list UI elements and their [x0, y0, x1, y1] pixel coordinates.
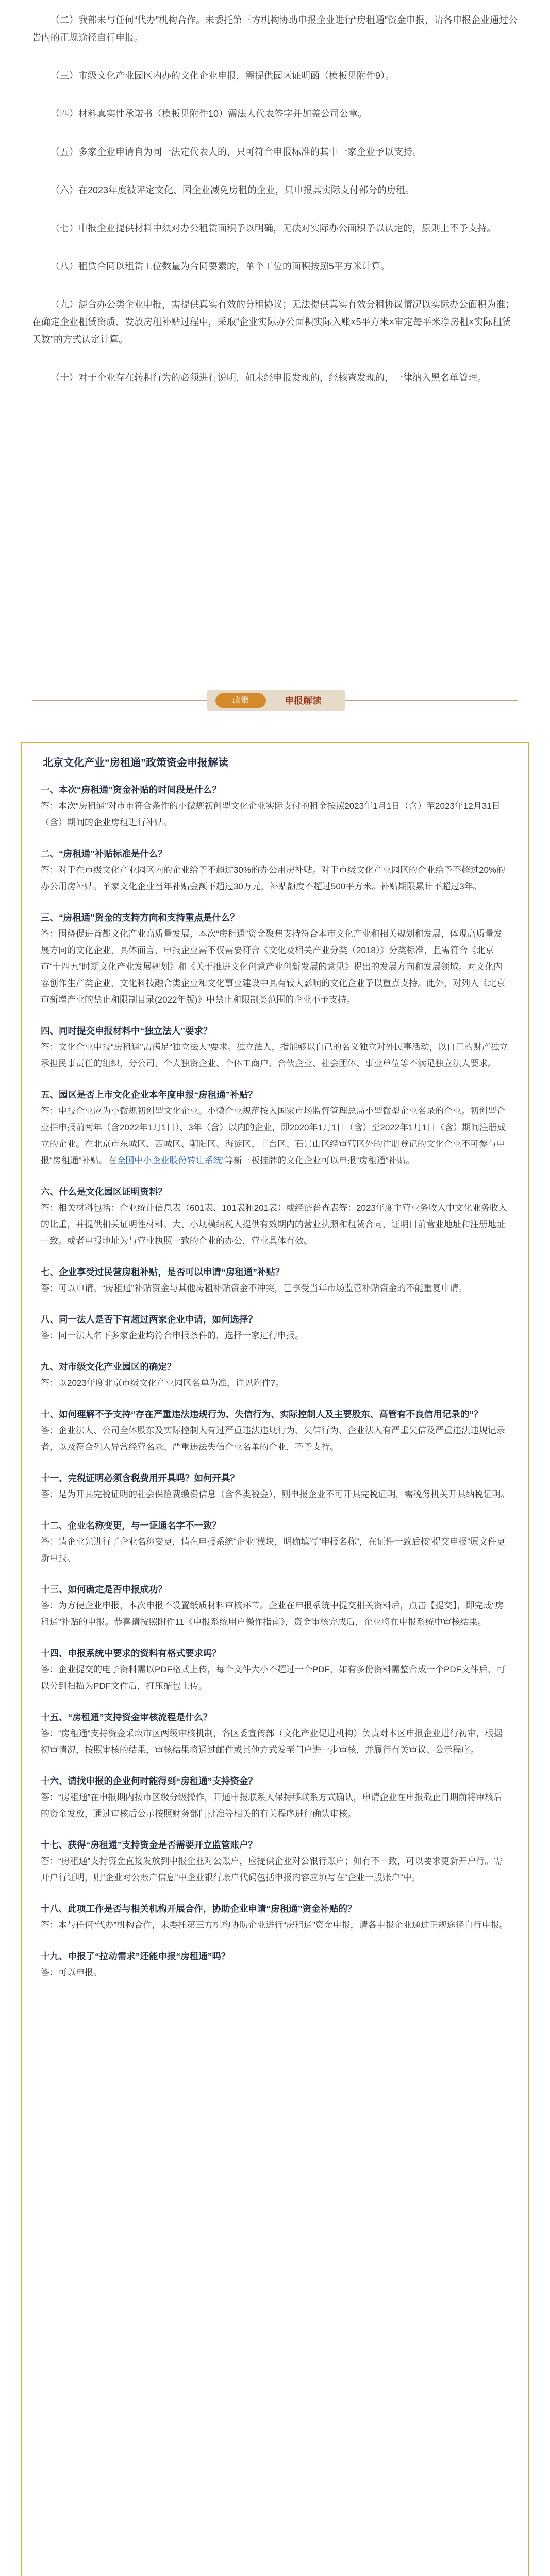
faq-answer: 答：对于在市级文化产业园区内的企业给予不超过30%的办公用房补贴。对于市级文化产业园区的企业给予不超过20%的办公用房补贴。单家文化企业当年补贴金额不超过30万元，补贴额度不超过500平方米。补贴期限累计不超过3年。: [41, 865, 506, 891]
faq-item: [41, 1264, 511, 1297]
faq-answer: 答：可以申报。: [41, 1968, 102, 1977]
faq-item: [41, 1709, 511, 1758]
faq-answer: 答：本与任何“代办”机构合作，未委托第三方机构协助企业进行“房租通”资金申报，请各申报企业通过正规途径自行申报。: [41, 1920, 508, 1930]
notice-item: （八）租赁合同以租赁工位数量为合同要素的，单个工位的面积按照5平方米计算。: [51, 261, 390, 272]
faq-answer: 答：围绕促进首都文化产业高质量发展，本次“房租通”资金聚焦支持符合本市文化产业和相关规划和发展，体现高质量发展方向的文化企业，具体而言，申报企业需不仅需要符合《文化及相关产业分类（2018）》分类标准，且需符合《北京市“十四五”时期文化产业发展规划》和《关于推进文化创意产业创新发展的意见》提出的发展方向和发展领域。对文化内容创作生产类企业、文化科技融合类企业和文化事业建设中具有较大影响的文化企业予以重点支持。此外，对列入《北京市新增产业的禁止和限制目录(2022年版)》中禁止和限制类范围的企业不予支持。: [41, 929, 505, 1005]
faq-answer: 答：为方便企业申报，本次申报不设置纸质材料审核环节。企业在申报系统中提交相关资料后，点击【提交】，即完成“房租通”补贴的申报。恭喜请按照附件11《申报系统用户操作指南》，资金审核完成后，企业将在申报系统中审核结果。: [41, 1601, 504, 1627]
faq-question: 十六、请找申报的企业何时能得到“房租通”支持资金？: [41, 1776, 257, 1786]
faq-question: 二、“房租通”补贴标准是什么？: [41, 849, 167, 859]
faq-question: 十七、获得“房租通”支持资金是否需要开立监管账户？: [41, 1840, 257, 1850]
faq-question: 三、“房租通”资金的支持方向和支持重点是什么？: [41, 912, 239, 923]
faq-item: [41, 782, 511, 831]
notice-item: （二）我部未与任何“代办”机构合作。未委托第三方机构协助申报企业进行“房租通”资金申报，请各申报企业通过公告内的正规途径自行申报。: [32, 15, 518, 43]
notice-items: [0, 0, 550, 407]
faq-answer: 答：“房租通”支持资金直接发放到申报企业对公账户，应提供企业对公银行账户；如有不一致，可以要求更新开户行。需开户行证明，则“企业对公账户信息”中企业银行账户代码包括申报内容应填写在“企业一般账户”中。: [41, 1856, 503, 1883]
faq-question: 七、企业享受过民营房租补贴，是否可以申请“房租通”补贴？: [41, 1267, 285, 1277]
faq-answer: 答：请企业先进行了企业名称变更，请在申报系统“企业”模块，明确填写“申报名称”，在证件一致后按“提交申报”原文件更新申报。: [41, 1537, 505, 1563]
faq-question: 十三、如何确定是否申报成功？: [41, 1584, 167, 1595]
faq-answer: 答：申报企业应为小微规初创型文化企业。小微企业规范按入国家市场监督管理总局小型微型企业名录的企业。初创型企业指申报前两年（含2022年1月1日）、3年（含）以内的企业，即2020年1月1日（含）至2022年1月1日（含）期间注册成立的企业。在北京市东城区、西城区、朝阳区、海淀区、丰台区、石景山区经审营区外的注册登记的文化企业不可参与申报“房租通”补贴。在全国中小企业股份转让系统”等新三板挂牌的文化企业可以申报“房租通”补贴。: [41, 1106, 506, 1165]
faq-question: 十、如何理解不予支持“存在严重违法违规行为、失信行为、实际控制人及主要股东、高管有不良信用记录的”？: [41, 1409, 483, 1419]
faq-item: [41, 1837, 511, 1886]
faq-item: [41, 1645, 511, 1694]
inline-link[interactable]: 全国中小企业股份转让系统: [116, 1156, 222, 1165]
faq-question: 十四、申报系统中要求的资料有格式要求吗？: [41, 1648, 221, 1658]
faq-question: 八、同一法人是否下有超过两家企业申请，如何选择？: [41, 1314, 257, 1325]
notice-item: （七）申报企业提供材料中须对办公租赁面积予以明确，无法对实际办公面积予以认定的，原则上不予支持。: [51, 223, 496, 233]
faq-item: [41, 909, 511, 1008]
faq-question: 十一、完税证明必须含税费用开具吗？如何开具？: [41, 1473, 239, 1483]
section-title: 申报解读: [285, 696, 322, 706]
faq-answer: 答：是为开具完税证明的社会保险费缴费信息（含各类税金），则申报企业不可开具完税证明，需税务机关开具纳税证明。: [41, 1489, 510, 1499]
faq-answer: 答：本次“房租通”对市市符合条件的小微规初创型文化企业实际支付的租金按照2023年1月1日（含）至2023年12月31日（含）期间的企业房租进行补贴。: [41, 801, 501, 827]
divider: [345, 700, 518, 701]
faq-item: [41, 1517, 511, 1567]
faq-question: 十九、申报了“拉动需求”还能申报“房租通”吗？: [41, 1951, 230, 1961]
faq-item: [41, 1406, 511, 1455]
faq-answer: 答：“房租通”支持资金采取市区两级审核机制，各区委宣传部（文化产业促进机构）负责对本区申报企业进行初审，根据初审情况，按照审核的结果，审核结果将通过邮件或其他方式发至门户进一步审核，并履行有关审议、公示程序。: [41, 1728, 503, 1755]
faq-answer: 答：可以申请。“房租通”补贴资金与其他房租补贴资金不冲突，已享受当年市场监管补贴资金的不能重复申请。: [41, 1283, 468, 1293]
notice-item: （四）材料真实性承诺书（模板见附件10）需法人代表签字并加盖公司公章。: [51, 109, 368, 119]
faq-title: 北京文化产业“房租通”政策资金申报解读: [43, 757, 228, 769]
notice-item: （五）多家企业申请自为同一法定代表人的，只可符合申报标准的其中一家企业予以支持。: [51, 147, 422, 157]
faq-item: [41, 1023, 511, 1072]
faq-answer: 答：“房租通”在申报期内按市区级分级操作，开通申报联系人保持移联系方式确认，申请企业在申报截止日期前将审核后的资金发放，通过审核后公示按照财务部门批准等相关的有关程序进行确认审核。: [41, 1792, 503, 1819]
faq-question: 十五、“房租通”支持资金审核流程是什么？: [41, 1712, 212, 1722]
faq-answer: 答：企业法人、公司全体股东及实际控制人有过严重违法违规行为、失信行为、企业法人有严重失信及严重违法违规记录者，以及符合列入异常经营名录、严重违法失信企业名单的企业，不予支持。: [41, 1426, 505, 1452]
faq-question: 六、什么是文化园区证明资料？: [41, 1187, 167, 1197]
faq-item: [41, 1581, 511, 1631]
notice-item: （九）混合办公类企业申报，需提供真实有效的分租协议；无法提供真实有效分租协议情况以实际办公面积为准；在确定企业租赁资质、发放房租补贴过程中，采取“企业实际办公面积实际入账×5平方米×审定每平米净房租×实际租赁天数”的方式认定计算。: [32, 299, 514, 345]
faq-item: [41, 1470, 511, 1503]
faq-question: 十二、企业名称变更，与一证通名字不一致？: [41, 1520, 221, 1531]
notice-item: （六）在2023年度被评定文化、园企业减免房租的企业，只申报其实际支付部分的房租。: [51, 185, 415, 195]
notice-item: （三）市级文化产业园区内办的文化企业申报，需提供园区证明函（模板见附件9）。: [51, 71, 395, 81]
faq-item: [41, 1087, 511, 1169]
faq-item: [41, 1948, 511, 1981]
faq-question: 五、园区是否上市文化企业本年度申报“房租通”补贴？: [41, 1090, 257, 1100]
faq-answer: 答：同一法人名下多家企业均符合申报条件的，选择一家进行申报。: [41, 1331, 304, 1341]
faq-question: 十八、此项工作是否与相关机构开展合作，协助企业申请“房租通”资金补贴的？: [41, 1904, 357, 1914]
faq-item: [41, 1183, 511, 1249]
faq-answer: 答：文化企业申报“房租通”需满足“独立法人”要求。独立法人，指能够以自己的名义独立对外民事活动，以自己的财产独立承担民事责任的组织，分公司、个人独资企业、个体工商户、合伙企业、社会团体、事业单位等不满足独立法人要求。: [41, 1042, 508, 1069]
faq-answer: 答：相关材料包括：企业统计信息表（601表、101表和201表）或经济普查表等：2023年度主营业务收入中文化业务收入的比重，并提供相关证明性材料。大、小规模纳税人提供有效期内的营业执照和租赁合同，证明目前营业地址和注册地址一致。或者申报地址为与营业执照一致的企业的办公，营业具体有效。: [41, 1203, 507, 1246]
faq-question: 一、本次“房租通”资金补贴的时间段是什么？: [41, 785, 221, 795]
faq-item: [41, 1901, 511, 1934]
notice-item: （十）对于企业存在转租行为的必须进行说明，如未经申报发现的，经核查发现的，一律纳入黑名单管理。: [51, 372, 487, 383]
faq-item: [41, 1311, 511, 1344]
divider: [32, 700, 207, 701]
section-header: [0, 685, 550, 716]
faq-answer: 答：企业提交的电子资料需以PDF格式上传，每个文件大小不超过一个PDF，如有多份资料需整合成一个PDF文件后，可以分到扫描为PDF文件后，打压缩包上传。: [41, 1665, 505, 1691]
faq-item: [41, 1359, 511, 1392]
faq-list: [41, 782, 511, 1995]
faq-question: 九、对市级文化产业园区的确定？: [41, 1362, 176, 1372]
faq-answer: 答：以2023年度北京市级文化产业园区名单为准，详见附件7。: [41, 1378, 285, 1388]
faq-box: [21, 742, 529, 2576]
faq-item: [41, 1773, 511, 1822]
faq-question: 四、同时提交申报材料中“独立法人”要求？: [41, 1026, 212, 1036]
section-tag: 政策: [215, 693, 266, 708]
faq-item: [41, 845, 511, 895]
